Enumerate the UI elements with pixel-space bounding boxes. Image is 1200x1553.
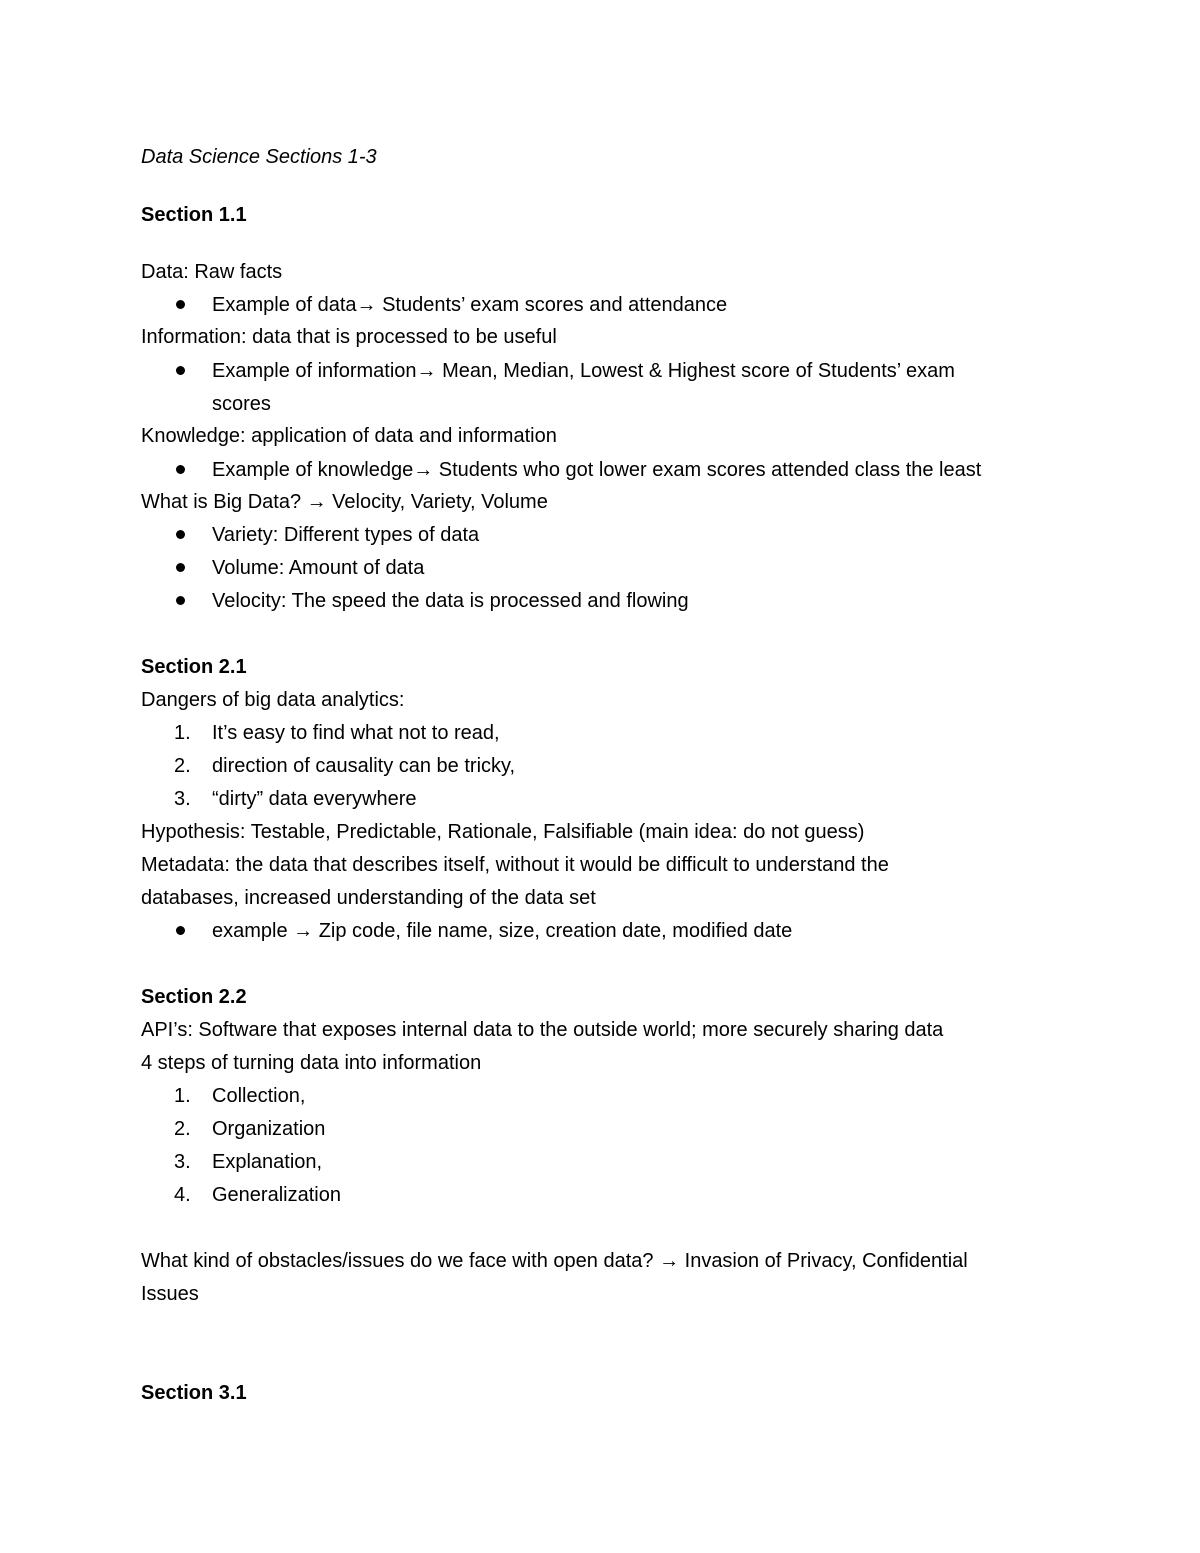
dangers-intro: Dangers of big data analytics: [141,689,405,711]
big-data-variety: Variety: Different types of data [212,524,480,546]
hypothesis-definition: Hypothesis: Testable, Predictable, Rationale, Falsifiable (main idea: do not guess) [141,821,865,843]
step-item: Explanation, [212,1151,323,1173]
bullet-icon [176,300,185,309]
list-number: 2. [174,1118,191,1140]
obstacles-question-line-1: What kind of obstacles/issues do we face with open data? → Invasion of Privacy, Confidential [141,1250,968,1272]
section-2-1-heading: Section 2.1 [141,656,247,678]
step-item: Organization [212,1118,326,1140]
metadata-definition-line-1: Metadata: the data that describes itself, without it would be difficult to understand the [141,854,889,876]
obstacles-question-line-2: Issues [141,1283,199,1305]
big-data-question: What is Big Data? → Velocity, Variety, Volume [141,491,548,513]
section-3-1-heading: Section 3.1 [141,1382,247,1404]
step-item: Collection, [212,1085,306,1107]
big-data-volume: Volume: Amount of data [212,557,425,579]
document-title: Data Science Sections 1-3 [141,146,377,168]
list-number: 1. [174,1085,191,1107]
bullet-icon [176,530,185,539]
danger-item: It’s easy to find what not to read, [212,722,500,744]
danger-item: direction of causality can be tricky, [212,755,516,777]
step-item: Generalization [212,1184,341,1206]
bullet-icon [176,596,185,605]
information-definition: Information: data that is processed to be useful [141,326,557,348]
bullet-icon [176,465,185,474]
bullet-icon [176,366,185,375]
knowledge-example: Example of knowledge→ Students who got lower exam scores attended class the least [212,459,982,481]
list-number: 4. [174,1184,191,1206]
information-example-line-1: Example of information→ Mean, Median, Lowest & Highest score of Students’ exam [212,360,955,382]
information-example-line-2: scores [212,393,271,415]
metadata-definition-line-2: databases, increased understanding of the data set [141,887,596,909]
list-number: 3. [174,1151,191,1173]
bullet-icon [176,563,185,572]
danger-item: “dirty” data everywhere [212,788,417,810]
list-number: 3. [174,788,191,810]
data-definition: Data: Raw facts [141,261,283,283]
apis-definition: API’s: Software that exposes internal data to the outside world; more securely sharing data [141,1019,944,1041]
list-number: 2. [174,755,191,777]
big-data-velocity: Velocity: The speed the data is processed and flowing [212,590,689,612]
knowledge-definition: Knowledge: application of data and information [141,425,557,447]
steps-intro: 4 steps of turning data into information [141,1052,482,1074]
data-example: Example of data→ Students’ exam scores and attendance [212,294,728,316]
bullet-icon [176,926,185,935]
list-number: 1. [174,722,191,744]
section-2-2-heading: Section 2.2 [141,986,247,1008]
section-1-1-heading: Section 1.1 [141,204,247,226]
metadata-example: example → Zip code, file name, size, creation date, modified date [212,920,793,942]
